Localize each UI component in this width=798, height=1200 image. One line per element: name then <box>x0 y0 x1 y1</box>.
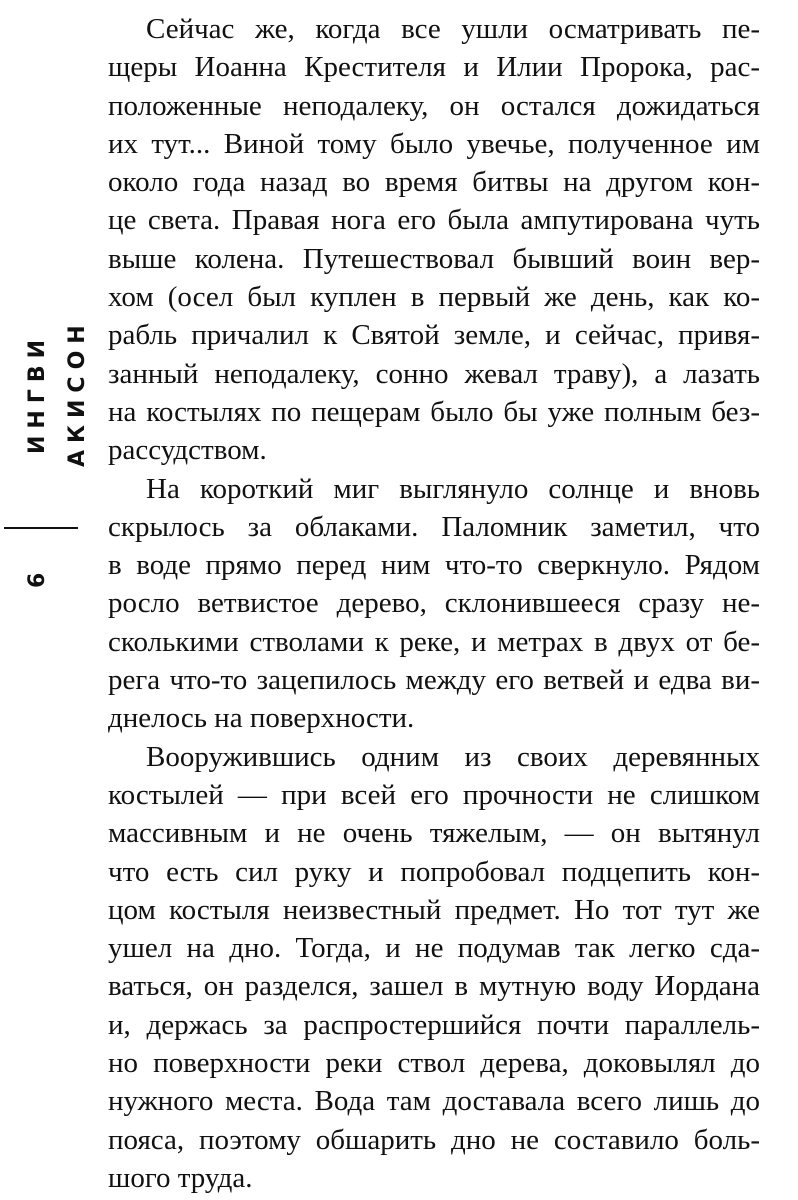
text-line: це света. Правая нога его была ампутирована чуть <box>108 204 760 237</box>
page-margin <box>0 0 90 1200</box>
text-line: на костылях по пещерам было бы уже полным без- <box>108 395 760 428</box>
text-line: скрылось за облаками. Паломник заметил, что <box>108 510 760 543</box>
text-line: их тут... Виной тому было увечье, полученное им <box>108 127 760 160</box>
text-line: рега что-то зацепилось между его ветвей и едва ви- <box>108 664 760 697</box>
text-line: что есть сил руку и попробовал подцепить кон- <box>108 855 760 888</box>
text-line: массивным и не очень тяжелым, — он вытянул <box>108 817 760 850</box>
text-line: шого труда. <box>108 1161 253 1194</box>
text-line: цом костыля неизвестный предмет. Но тот тут же <box>108 893 760 926</box>
text-line: положенные неподалеку, он остался дожидаться <box>108 89 760 122</box>
text-line: рассудством. <box>108 434 267 467</box>
text-line: ваться, он разделся, зашел в мутную воду Иордана <box>108 970 760 1003</box>
text-line: выше колена. Путешествовал бывший воин вер- <box>108 242 760 275</box>
text-line: щеры Иоанна Крестителя и Илии Пророка, рас- <box>108 51 760 84</box>
text-line: в воде прямо перед ним что-то сверкнуло. Рядом <box>108 549 760 582</box>
text-line: нужного места. Вода там доставала всего лишь до <box>108 1085 760 1118</box>
text-line: и, держась за распростершийся почти параллель- <box>108 1008 760 1041</box>
text-line: росло ветвистое дерево, склонившееся сразу не- <box>108 587 760 620</box>
text-line: Сейчас же, когда все ушли осматривать пе- <box>146 13 760 45</box>
text-line: пояса, поэтому обшарить дно не составило боль- <box>108 1123 760 1156</box>
paragraph <box>108 470 760 738</box>
text-line: около года назад во время битвы на другом кон- <box>108 166 760 199</box>
running-head-author: ИНГВИ АКИСОН <box>25 318 90 468</box>
running-head-divider <box>4 527 78 529</box>
text-line: Вооружившись одним из своих деревянных <box>146 740 760 773</box>
text-line: днелось на поверхности. <box>108 702 415 735</box>
text-line: но поверхности реки ствол дерева, доковылял до <box>108 1047 760 1080</box>
text-line: хом (осел был куплен в первый же день, как ко- <box>108 281 760 314</box>
text-line: сколькими стволами к реке, и метрах в двух от бе- <box>108 625 760 658</box>
paragraph <box>108 738 760 1198</box>
page-number: 6 <box>25 572 50 588</box>
text-line: На короткий миг выглянуло солнце и вновь <box>146 472 760 505</box>
paragraph <box>108 10 760 470</box>
text-line: занный неподалеку, сонно жевал траву), а лазать <box>108 357 760 390</box>
text-line: рабль причалил к Святой земле, и сейчас, привя- <box>108 319 760 352</box>
body-text <box>108 10 760 1200</box>
text-line: ушел на дно. Тогда, и не подумав так легко сда- <box>108 932 760 965</box>
text-line: костылей — при всей его прочности не слишком <box>108 778 760 811</box>
